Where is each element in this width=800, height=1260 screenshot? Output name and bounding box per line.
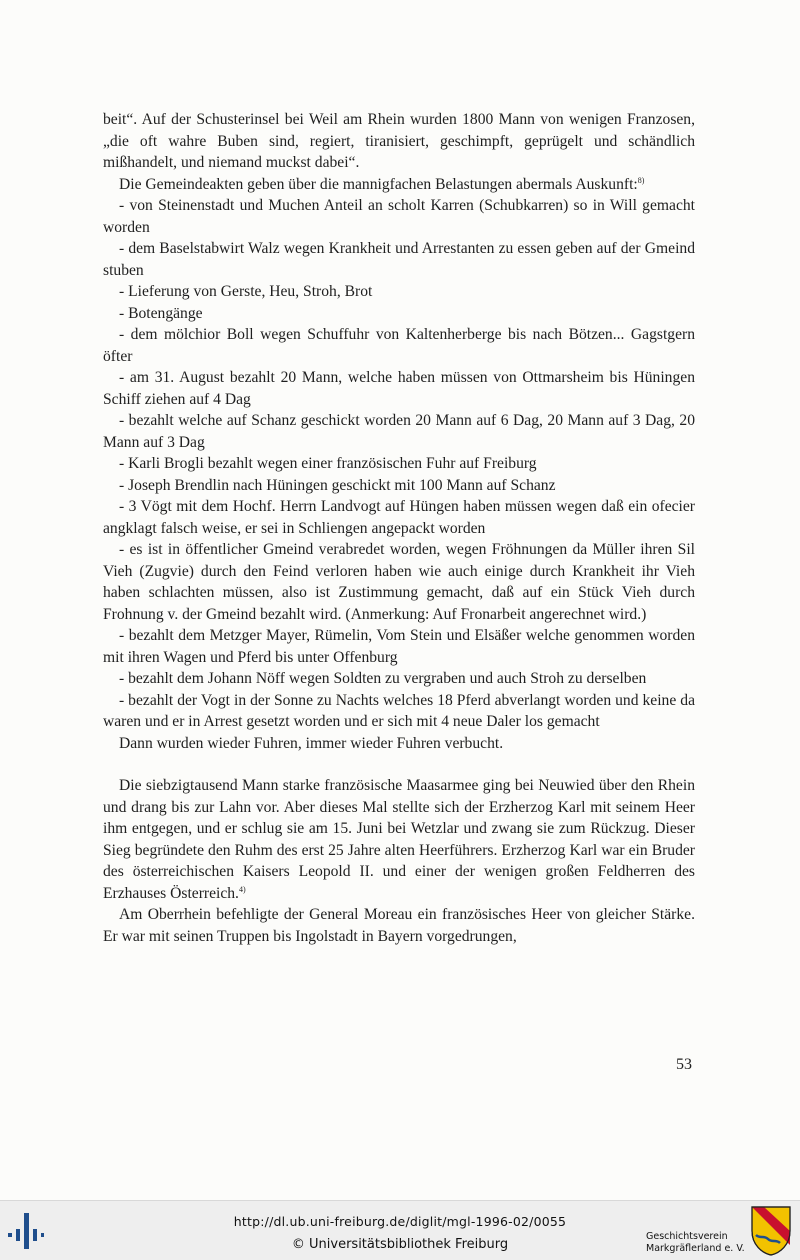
paragraph-text: - dem mölchior Boll wegen Schuffuhr von Kaltenherberge bis nach Bötzen... Gagstgern öfter	[103, 326, 695, 365]
ledger-entry	[103, 303, 695, 325]
ledger-entry	[103, 539, 695, 625]
ledger-entry	[103, 195, 695, 238]
society-line-2: Markgräflerland e. V.	[646, 1243, 745, 1254]
paragraph-text: - bezahlt welche auf Schanz geschickt worden 20 Mann auf 6 Dag, 20 Mann auf 3 Dag, 20 Mann auf 3 Dag	[103, 412, 695, 451]
ledger-entry	[103, 475, 695, 497]
paragraph-text: - dem Baselstabwirt Walz wegen Krankheit und Arrestanten zu essen geben auf der Gmeind stuben	[103, 240, 695, 279]
paragraph	[103, 174, 695, 196]
page-number: 53	[676, 1056, 692, 1073]
paragraph-text: - Karli Brogli bezahlt wegen einer französischen Fuhr auf Freiburg	[119, 455, 537, 472]
paragraph-text: - Lieferung von Gerste, Heu, Stroh, Brot	[119, 283, 373, 300]
coat-of-arms-icon[interactable]	[750, 1205, 792, 1257]
society-line-1: Geschichtsverein	[646, 1231, 728, 1242]
permalink-url[interactable]: http://dl.ub.uni-freiburg.de/diglit/mgl-1996-02/0055	[233, 1214, 567, 1229]
society-name	[646, 1231, 745, 1255]
paragraph-text: - bezahlt dem Metzger Mayer, Rümelin, Vom Stein und Elsäßer welche genommen worden mit ihren Wagen und Pferd bis unter Offenburg	[103, 627, 695, 666]
paragraph-text: - es ist in öffentlicher Gmeind verabredet worden, wegen Fröhnungen da Müller ihren Sil Vieh (Zugvie) durch den Feind verloren haben wie auch einige durch Krankheit ihr Vieh haben schlachten müssen, also ist Zustimmung gemacht, daß auf ein Stück Vieh durch Frohnung v. der Gmeind bezahlt wird. (Anmerkung: Auf Fronarbeit angerechnet wird.)	[103, 541, 695, 623]
ledger-entry	[103, 367, 695, 410]
paragraph-text: beit“. Auf der Schusterinsel bei Weil am Rhein wurden 1800 Mann von wenigen Franzosen, „die oft wahre Buben sind, regiert, tiranisiert, geschimpft, geprügelt und schändlich mißhandelt, und niemand muckst dabei“.	[103, 111, 695, 171]
paragraph	[103, 775, 695, 904]
ledger-entry	[103, 324, 695, 367]
paragraph-gap	[103, 754, 695, 775]
paragraph	[103, 109, 695, 174]
paragraph-text: - von Steinenstadt und Muchen Anteil an scholt Karren (Schubkarren) so in Will gemacht worden	[103, 197, 695, 236]
paragraph-text: Die siebzigtausend Mann starke französische Maasarmee ging bei Neuwied über den Rhein und drang bis zur Lahn vor. Aber dieses Mal stellte sich der Erzherzog Karl mit seinem Heer ihm entgegen, und er schlug sie am 15. Juni bei Wetzlar und zwang sie zum Rückzug. Dieser Sieg begründete den Ruhm des erst 25 Jahre alten Heerführers. Erzherzog Karl war ein Bruder des österreichischen Kaisers Leopold II. und einer der wenigen großen Feldherren des Erzhauses Österreich.	[103, 777, 695, 902]
paragraph-text: - am 31. August bezahlt 20 Mann, welche haben müssen von Ottmarsheim bis Hüningen Schiff ziehen auf 4 Dag	[103, 369, 695, 408]
body-text	[103, 109, 695, 947]
ledger-entry	[103, 625, 695, 668]
ledger-entry	[103, 496, 695, 539]
ledger-entry	[103, 453, 695, 475]
ledger-entry	[103, 238, 695, 281]
paragraph-text: - Botengänge	[119, 304, 203, 322]
paragraph-text: - Joseph Brendlin nach Hüningen geschickt mit 100 Mann auf Schanz	[119, 476, 556, 494]
paragraph-text: Dann wurden wieder Fuhren, immer wieder Fuhren verbucht.	[119, 734, 504, 752]
paragraph-text: - 3 Vögt mit dem Hochf. Herrn Landvogt auf Hüngen haben müssen wegen daß ein ofecier angklagt falsch weise, er sei in Schliengen angepackt worden	[103, 498, 695, 537]
paragraph-text: - bezahlt dem Johann Nöff wegen Soldten zu vergraben und auch Stroh zu derselben	[119, 670, 647, 687]
viewer-footer	[0, 1200, 800, 1260]
copyright-text: © Universitätsbibliothek Freiburg	[291, 1237, 509, 1252]
paragraph-text: Am Oberrhein befehligte der General Moreau ein französisches Heer von gleicher Stärke. Er war mit seinen Truppen bis Ingolstadt in Bayern vorgedrungen,	[103, 906, 695, 945]
paragraph	[103, 904, 695, 947]
paragraph	[103, 733, 695, 755]
paragraph-text: Die Gemeindeakten geben über die mannigfachen Belastungen abermals Auskunft:	[119, 175, 638, 193]
paragraph-text: - bezahlt der Vogt in der Sonne zu Nachts welches 18 Pferd abverlangt worden und keine da waren und er in Arrest gesetzt worden und er sich mit 4 neue Daler los gemacht	[103, 691, 695, 730]
ledger-entry	[103, 690, 695, 733]
footnote-marker[interactable]: 4)	[238, 884, 246, 894]
ledger-entry	[103, 668, 695, 690]
footnote-marker[interactable]: 8)	[637, 175, 645, 185]
ledger-entry	[103, 410, 695, 453]
ledger-entry	[103, 281, 695, 303]
